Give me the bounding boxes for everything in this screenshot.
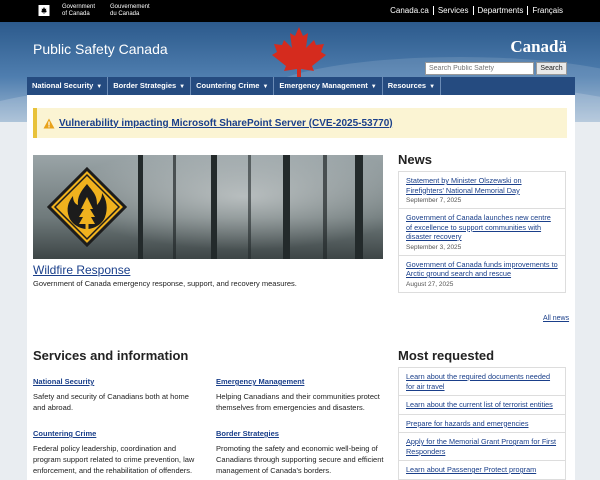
nav-label: Countering Crime bbox=[196, 81, 260, 90]
top-link-francais[interactable]: Français bbox=[527, 6, 567, 15]
chevron-down-icon: ▼ bbox=[96, 84, 103, 90]
service-link-national-security[interactable]: National Security bbox=[33, 377, 95, 386]
top-bar bbox=[0, 0, 600, 22]
nav-label: Border Strategies bbox=[113, 81, 177, 90]
all-news-link[interactable]: All news bbox=[543, 315, 570, 322]
search-button[interactable]: Search bbox=[536, 62, 567, 75]
chevron-down-icon: ▼ bbox=[429, 84, 436, 90]
most-requested-link[interactable]: Learn about Passenger Protect program bbox=[399, 461, 565, 480]
service-description: Safety and security of Canadians both at home and abroad. bbox=[33, 392, 189, 412]
news-item bbox=[399, 256, 565, 292]
most-requested-list bbox=[398, 367, 566, 480]
top-links bbox=[386, 6, 567, 15]
service-link-emergency-management[interactable]: Emergency Management bbox=[216, 377, 305, 386]
nav-label: National Security bbox=[32, 81, 94, 90]
canada-flag-icon[interactable] bbox=[33, 5, 55, 16]
services-heading: Services and information bbox=[33, 348, 189, 363]
news-item-date: September 3, 2025 bbox=[406, 243, 462, 251]
news-item-date: September 7, 2025 bbox=[406, 197, 462, 204]
tree-trunk bbox=[355, 155, 363, 259]
news-item-link[interactable]: Government of Canada funds improvements to Arctic ground search and rescue bbox=[406, 259, 558, 278]
canada-wordmark: Canadä bbox=[510, 37, 567, 56]
news-item-link[interactable]: Statement by Minister Olszewski on Firefighters' National Memorial Day bbox=[406, 176, 522, 195]
nav-emergency-management[interactable] bbox=[274, 77, 382, 95]
most-requested-link[interactable]: Apply for the Memorial Grant Program for First Responders bbox=[399, 433, 565, 461]
tree-trunk bbox=[283, 155, 290, 259]
nav-national-security[interactable] bbox=[27, 77, 108, 95]
most-requested-heading: Most requested bbox=[398, 348, 495, 363]
alert-banner bbox=[33, 108, 567, 138]
nav-label: Emergency Management bbox=[279, 81, 368, 90]
feature-description: Government of Canada emergency response, support, and recovery measures. bbox=[33, 279, 297, 288]
nav-countering-crime[interactable] bbox=[191, 77, 274, 95]
government-of-canada-en[interactable]: Government of Canada bbox=[62, 4, 96, 17]
maple-leaf-icon bbox=[266, 24, 332, 82]
nav-label: Resources bbox=[387, 81, 427, 90]
main-nav bbox=[27, 77, 575, 95]
search-input[interactable] bbox=[425, 62, 534, 75]
tree-trunk bbox=[138, 155, 143, 259]
top-link-canada-ca[interactable]: Canada.ca bbox=[390, 6, 429, 15]
top-link-departments[interactable]: Departments bbox=[473, 6, 528, 15]
feature-title-link[interactable]: Wildfire Response bbox=[33, 263, 131, 277]
chevron-down-icon: ▼ bbox=[262, 84, 269, 90]
most-requested-link[interactable]: Learn about the required documents needed for air travel bbox=[399, 368, 565, 396]
alert-link[interactable]: Vulnerability impacting Microsoft SharePoint Server (CVE-2025-53770) bbox=[59, 117, 393, 129]
tree-trunk bbox=[211, 155, 217, 259]
warning-icon bbox=[43, 118, 55, 129]
news-item-date: August 27, 2025 bbox=[406, 280, 454, 288]
news-item bbox=[399, 172, 565, 209]
nav-border-strategies[interactable] bbox=[108, 77, 191, 95]
tree-trunk bbox=[248, 155, 251, 259]
tree-trunk bbox=[323, 155, 327, 259]
site-title[interactable]: Public Safety Canada bbox=[33, 41, 168, 57]
service-description: Federal policy leadership, coordination and program support related to crime prevention, law enforcement, and the rehabilitation of offenders. bbox=[33, 444, 195, 475]
top-link-services[interactable]: Services bbox=[433, 6, 473, 15]
news-heading: News bbox=[398, 152, 432, 167]
news-item-link[interactable]: Government of Canada launches new centre of excellence to support communities with disaster recovery bbox=[406, 213, 551, 241]
service-link-countering-crime[interactable]: Countering Crime bbox=[33, 429, 97, 438]
most-requested-link[interactable]: Prepare for hazards and emergencies bbox=[399, 415, 565, 434]
news-list bbox=[398, 171, 566, 293]
chevron-down-icon: ▼ bbox=[370, 84, 377, 90]
chevron-down-icon: ▼ bbox=[179, 84, 186, 90]
wildfire-icon bbox=[47, 167, 127, 247]
tree-trunk bbox=[173, 155, 176, 259]
service-link-border-strategies[interactable]: Border Strategies bbox=[216, 429, 279, 438]
service-description: Helping Canadians and their communities protect themselves from emergencies and disasters. bbox=[216, 392, 380, 412]
service-description: Promoting the safety and economic well-being of Canadians through supporting secure and efficient management of Canada's borders. bbox=[216, 444, 384, 475]
most-requested-link[interactable]: Learn about the current list of terrorist entities bbox=[399, 396, 565, 415]
news-item bbox=[399, 209, 565, 256]
nav-resources[interactable] bbox=[383, 77, 441, 95]
government-of-canada-fr[interactable]: Gouvernement du Canada bbox=[110, 4, 150, 17]
